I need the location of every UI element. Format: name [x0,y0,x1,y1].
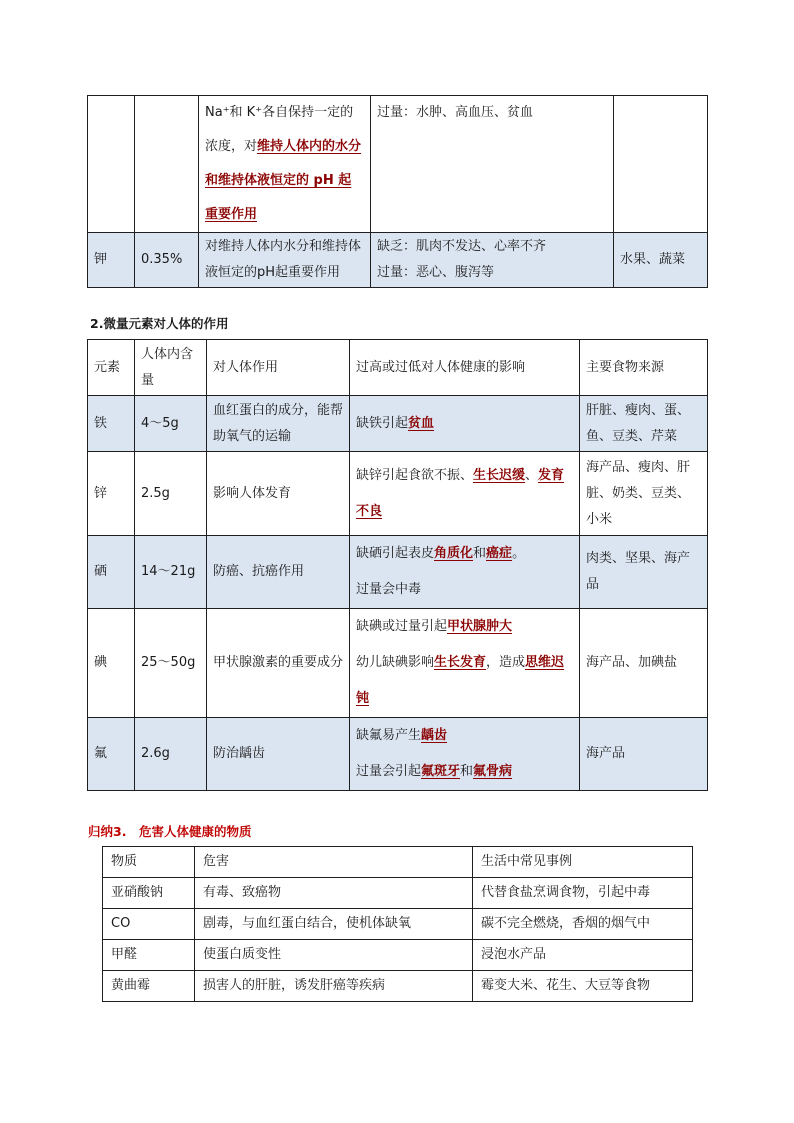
text-run: 缺碘或过量引起 [356,619,448,634]
table-row [103,940,693,971]
source-cell [614,96,708,233]
source-cell: 肉类、坚果、海产品 [580,536,708,609]
header-cell: 元素 [88,340,135,396]
element-cell: 碘 [88,609,135,718]
macro-element-table-continued [87,95,708,288]
effect-cell [350,609,580,718]
table-row [88,96,708,233]
element-cell: 锌 [88,452,135,536]
table-cell: 黄曲霉 [103,971,195,1002]
role-cell: 防癌、抗癌作用 [207,536,350,609]
table-cell: 甲醛 [103,940,195,971]
role-cell: 甲状腺激素的重要成分 [207,609,350,718]
header-cell: 物质 [103,847,195,878]
table-cell: 有毒、致癌物 [195,878,473,909]
text-run: Na⁺和 K⁺各自保持一定的浓度，对 [205,105,354,154]
table-row [88,718,708,791]
element-cell: 铁 [88,396,135,452]
text-run: 对维持人体内水分和维持体液恒定的pH起重要作用 [205,239,362,280]
table-row [88,609,708,718]
source-cell: 海产品、加碘盐 [580,609,708,718]
role-cell: 防治龋齿 [207,718,350,791]
effect-line [356,609,573,645]
text-run: 过量会中毒 [356,582,422,597]
text-run: 和 [460,764,474,779]
table-cell: 霉变大米、花生、大豆等食物 [473,971,693,1002]
effect-line [356,718,573,754]
source-cell: 海产品、瘦肉、肝脏、奶类、豆类、小米 [580,452,708,536]
table-cell: 亚硝酸钠 [103,878,195,909]
text-run: 缺铁引起 [356,415,409,431]
text-run: 、 [525,467,539,483]
text-run: 缺氟易产生 [356,728,422,743]
element-cell: 氟 [88,718,135,791]
source-cell: 肝脏、瘦肉、蛋、鱼、豆类、芹菜 [580,396,708,452]
table-cell: 损害人的肝脏，诱发肝癌等疾病 [195,971,473,1002]
content-cell: 0.35% [135,233,199,288]
table-row [88,452,708,536]
header-cell: 生活中常见事例 [473,847,693,878]
header-cell: 人体内含量 [135,340,207,396]
effect-cell [350,396,580,452]
content-cell: 25～50g [135,609,207,718]
highlight-term: 龋齿 [421,728,448,743]
trace-element-table [87,339,708,791]
table-row [103,971,693,1002]
text-run: 缺锌引起食欲不振、 [356,467,474,483]
effect-cell [371,233,614,288]
source-cell: 海产品 [580,718,708,791]
header-cell: 主要食物来源 [580,340,708,396]
harmful-substances-table [102,846,693,1002]
content-cell [135,96,199,233]
element-cell: 硒 [88,536,135,609]
content-cell: 14～21g [135,536,207,609]
content-cell: 2.6g [135,718,207,791]
table-row [88,233,708,288]
effect-line: 过量：恶心、腹泻等 [377,265,495,280]
element-cell: 钾 [88,233,135,288]
element-cell [88,96,135,233]
effect-line [356,536,573,572]
table-cell: CO [103,909,195,940]
role-cell [199,96,371,233]
table-row [88,536,708,609]
table-row [88,396,708,452]
highlight-term: 癌症 [486,546,513,561]
effect-line [356,411,573,437]
text-run: 。 [512,546,526,561]
source-cell: 水果、蔬菜 [614,233,708,288]
table-cell: 代替食盐烹调食物，引起中毒 [473,878,693,909]
effect-line: 缺乏：肌肉不发达、心率不齐 [377,239,547,254]
table-cell: 剧毒，与血红蛋白结合，使机体缺氧 [195,909,473,940]
effect-cell [350,718,580,791]
highlight-term: 氟骨病 [473,764,513,779]
effect-line [356,458,573,530]
table-row [103,909,693,940]
table-cell: 使蛋白质变性 [195,940,473,971]
table-row [103,878,693,909]
effect-cell [350,452,580,536]
highlight-term: 贫血 [408,415,435,431]
highlight-term: 生长发育 [434,655,487,670]
text-run: ，造成 [486,655,526,670]
section-3-title: 归纳3. 危害人体健康的物质 [88,824,252,839]
highlight-term: 角质化 [434,546,474,561]
highlight-term: 发育不良 [356,467,565,519]
table-cell: 浸泡水产品 [473,940,693,971]
content-cell: 2.5g [135,452,207,536]
effect-cell [371,96,614,233]
table-cell: 碳不完全燃烧，香烟的烟气中 [473,909,693,940]
table-header-row [88,340,708,396]
effect-line [356,754,573,790]
section-2-title: 2.微量元素对人体的作用 [90,316,229,331]
text-run: 过量会引起 [356,764,422,779]
role-cell: 影响人体发育 [207,452,350,536]
highlight-term: 甲状腺肿大 [447,619,513,634]
header-cell: 对人体作用 [207,340,350,396]
header-cell: 危害 [195,847,473,878]
text-run: 缺硒引起表皮 [356,546,435,561]
effect-line [356,645,573,717]
header-cell: 过高或过低对人体健康的影响 [350,340,580,396]
role-cell [199,233,371,288]
table-header-row [103,847,693,878]
highlight-term: 思维迟钝 [356,655,565,706]
role-cell: 血红蛋白的成分，能帮助氧气的运输 [207,396,350,452]
highlight-term: 生长迟缓 [473,467,526,483]
content-cell: 4～5g [135,396,207,452]
text-run: 和 [473,546,487,561]
highlight-term: 维持人体内的水分和维持体液恒定的 pH 起重要作用 [205,139,362,222]
highlight-term: 氟斑牙 [421,764,461,779]
effect-line: 过量：水肿、高血压、贫血 [377,105,534,120]
effect-cell [350,536,580,609]
text-run: 幼儿缺碘影响 [356,655,435,670]
effect-line [356,572,573,608]
